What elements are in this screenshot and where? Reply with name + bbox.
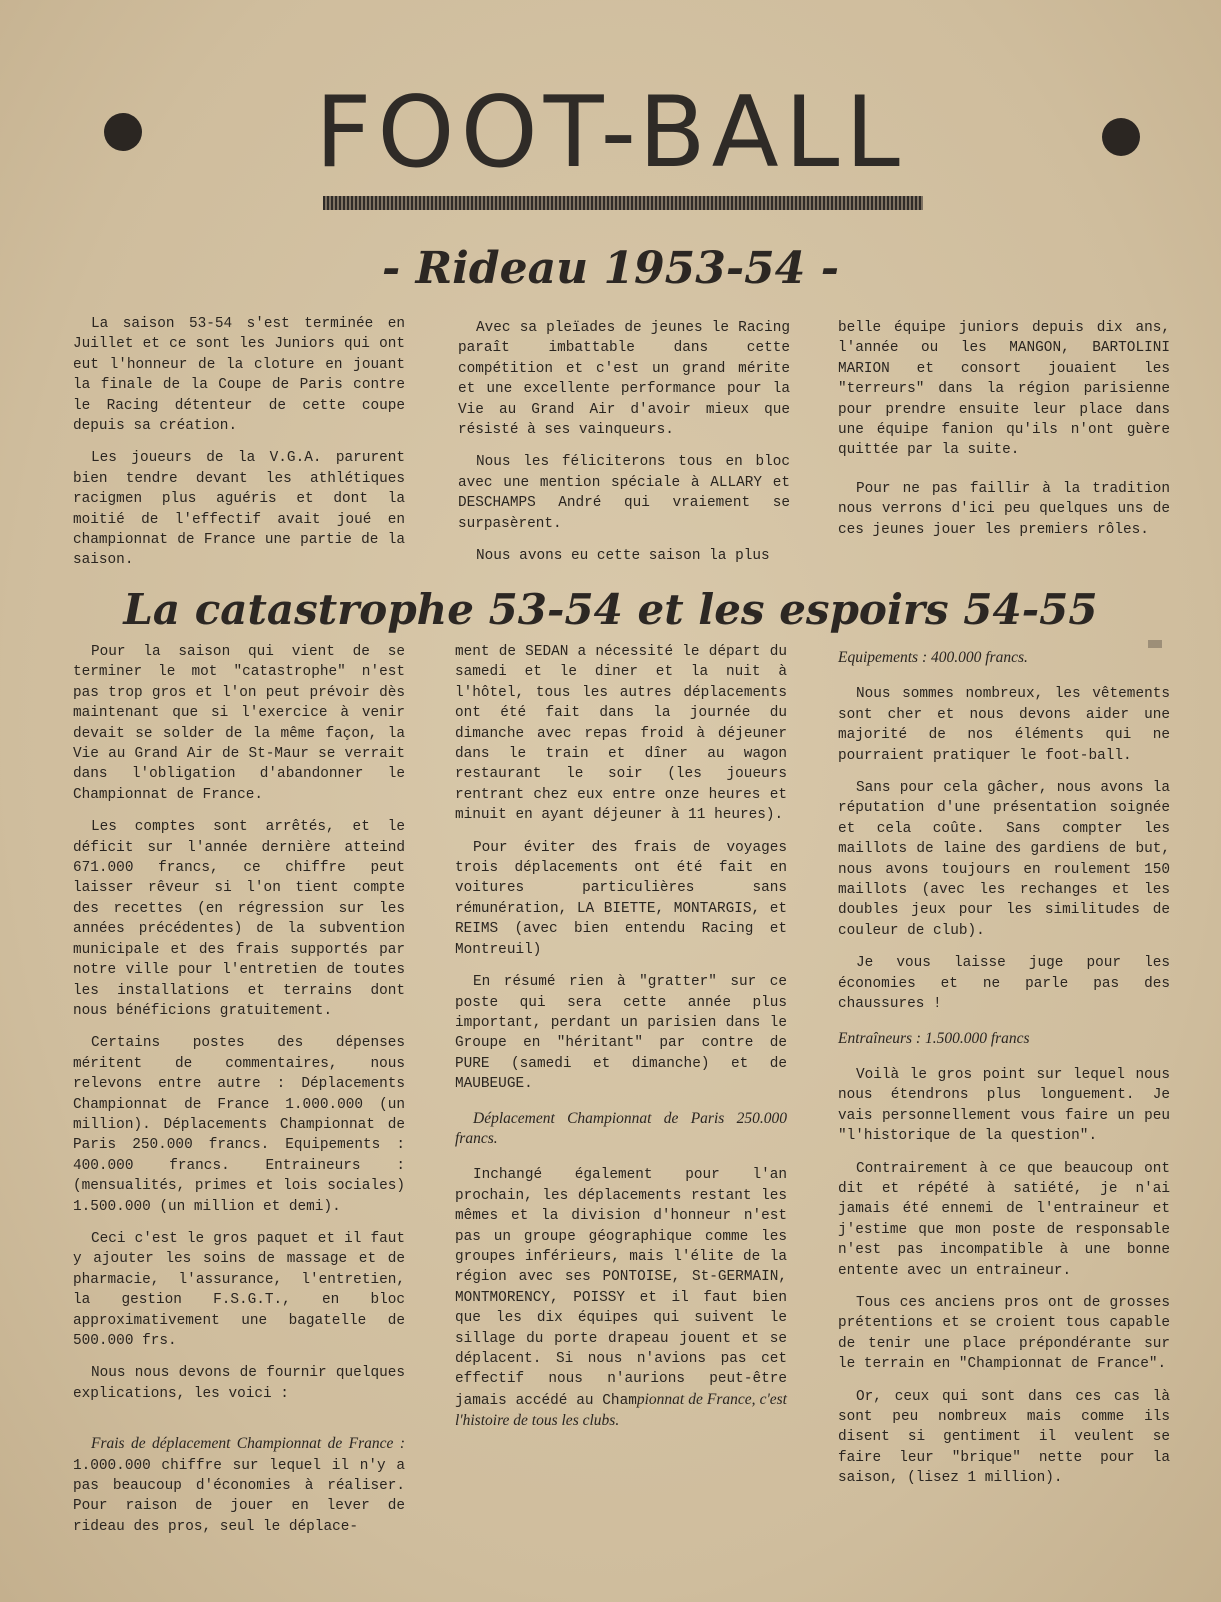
section1-column-2	[458, 318, 790, 578]
paragraph: En résumé rien à "gratter" sur ce poste qui sera cette année plus important, perdant un parisien dans le Groupe en "héritant" par contre de PURE (samedi et dimanche) et de MAUBEUGE.	[455, 974, 787, 1093]
section2-column-1	[73, 642, 405, 1549]
paragraph: Pour éviter des frais de voyages trois déplacements ont été fait en voitures particulières sans rémunération, LA BIETTE, MONTARGIS, et REIMS (avec bien entendu Racing et Montreuil)	[455, 839, 787, 958]
paragraph: Nous nous devons de fournir quelques explications, les voici :	[73, 1365, 405, 1402]
paragraph: Avec sa pleïades de jeunes le Racing paraît imbattable dans cette compétition et c'est un grand mérite et une excellente performance pour la Vie au Grand Air d'avoir mieux que résisté à ses vainqueurs.	[458, 320, 790, 439]
subheading-equipements: Equipements : 400.000 francs.	[838, 649, 1028, 666]
paragraph: Sans pour cela gâcher, nous avons la réputation d'une présentation soignée et cela coûte. Sans compter les maillots de laine des gardiens de but, nous avons toujours en roulement 150 maillots (avec les rechanges et les doubles jeux pour les similitudes de couleur de club).	[838, 780, 1170, 939]
paragraph: Or, ceux qui sont dans ces cas là sont peu nombreux mais comme ils disent si gentiment il veulent se faire leur "brique" nette pour la saison, (lisez 1 million).	[838, 1388, 1170, 1487]
section1-column-3	[838, 318, 1170, 552]
paragraph	[455, 1165, 787, 1432]
paragraph: Nous avons eu cette saison la plus	[476, 548, 770, 565]
paragraph: Nous sommes nombreux, les vêtements sont cher et nous devons aider une majorité de nos éléments qui ne pourraient pratiquer le foot-ball.	[838, 686, 1170, 764]
paragraph: Voilà le gros point sur lequel nous nous étendrons plus longuement. Je vais personnellement vous faire un peu "l'historique de la question".	[838, 1066, 1170, 1145]
italic-tail: pionnat de France, c'est l'histoire de tous les clubs.	[455, 1390, 787, 1430]
subheading-entraineurs: Entraîneurs : 1.500.000 francs	[838, 1029, 1030, 1047]
paragraph: Contrairement à ce que beaucoup ont dit et répété à satiété, je n'ai jamais été ennemi de l'entraineur et j'estime que mon poste de responsable n'est pas incompatible à une bonne entente avec un entraineur.	[838, 1160, 1170, 1279]
paragraph: Nous les féliciterons tous en bloc avec une mention spéciale à ALLARY et DESCHAMPS André qui vraiement se surpasèrent.	[458, 454, 790, 532]
section1-column-1	[73, 314, 405, 583]
paragraph: La saison 53-54 s'est terminée en Juillet et ce sont les Juniors qui ont eut l'honneur de la cloture en jouant la finale de la Coupe de Paris contre le Racing détenteur de cette coupe depuis sa création.	[73, 316, 405, 435]
paragraph: Les joueurs de la V.G.A. parurent bien tendre devant les athlétiques racigmen plus aguéris et dont la moitié de l'effectif avait joué en championnat de France une partie de la saison.	[73, 450, 405, 569]
section-title-catastrophe: La catastrophe 53-54 et les espoirs 54-55	[123, 585, 1098, 634]
masthead-rule	[323, 196, 923, 210]
section2-column-3	[838, 648, 1170, 1501]
paragraph: Tous ces anciens pros ont de grosses prétentions et se croient tous capable de tenir une place prépondérante sur le terrain en "Championnat de France".	[838, 1294, 1170, 1373]
section-title-rideau: - Rideau 1953-54 -	[382, 243, 839, 294]
paragraph-body: Inchangé également pour l'an prochain, les déplacements restant les mêmes et la division d'honneur n'est pas un groupe géographique comme les groupes inférieurs, mais l'élite de la région avec ses PONTOISE, St-GERMAIN, MONTMORENCY, POISSY et il faut bien que les dix équipes qui suivent le sillage du porte drapeau jouent et se déplacent. Si nous n'avions pas cet effectif nous n'aurions peut-être jamais accédé au Cham	[455, 1167, 787, 1409]
paragraph: ment de SEDAN a nécessité le départ du samedi et le diner et la nuit à l'hôtel, tous les autres déplacements ont été fait dans la journée du dimanche avec repas froid à déjeuner dans le train et dîner au wagon restaurant le soir (les joueurs rentrant chez eux entre onze heures et minuit en ayant déjeuner à 11 heures).	[455, 644, 787, 824]
paragraph: Pour la saison qui vient de se terminer le mot "catastrophe" n'est pas trop gros et l'on peut prévoir dès maintenant que si l'exercice à venir devait se solder de la même façon, la Vie au Grand Air de St-Maur se verrait dans l'obligation d'abandonner le Championnat de France.	[73, 644, 405, 803]
paragraph: belle équipe juniors depuis dix ans, l'année ou les MANGON, BARTOLINI MARION et consort jouaient les "terreurs" dans la région parisienne pour prendre ensuite leur place dans une équipe fanion qu'ils n'ont guère quittée par la suite.	[838, 320, 1170, 459]
section2-column-2	[455, 642, 787, 1445]
italic-lead: Frais de déplacement Championnat de France :	[91, 1435, 405, 1453]
subheading-paris: Déplacement Championnat de Paris 250.000 francs.	[455, 1109, 787, 1147]
paragraph	[73, 1434, 405, 1537]
paragraph: Ceci c'est le gros paquet et il faut y ajouter les soins de massage et de pharmacie, l'assurance, l'entretien, la gestion F.S.G.T., en bloc approximativement une bagatelle de 500.000 frs.	[73, 1230, 405, 1349]
paragraph: Pour ne pas faillir à la tradition nous verrons d'ici peu quelques uns de ces jeunes jouer les premiers rôles.	[838, 480, 1170, 538]
paragraph: Les comptes sont arrêtés, et le déficit sur l'année dernière atteind 671.000 francs, ce chiffre peut laisser rêveur si l'on tient compte des recettes (en régression sur les années précédentes) de la subvention municipale et des frais supportés par notre ville pour l'entretien de toutes les installations et terrains dont nous bénéficions gratuitement.	[73, 819, 405, 1019]
paragraph-tail: 1.000.000 chiffre sur lequel il n'y a pas beaucoup d'économies à réaliser. Pour raison de jouer en lever de rideau des pros, seul le déplace-	[73, 1457, 405, 1535]
print-mark	[1148, 640, 1162, 648]
paragraph: Certains postes des dépenses méritent de commentaires, nous relevons entre autre : Déplacements Championnat de France 1.000.000 (un million). Déplacements Championnat de Paris 250.000 francs. Equipements : 400.000 francs. Entraineurs : (mensualités, primes et lois sociales) 1.500.000 (un million et demi).	[73, 1035, 405, 1215]
paragraph: Je vous laisse juge pour les économies et ne parle pas des chaussures !	[838, 955, 1170, 1013]
masthead-title: FOOT-BALL	[315, 76, 906, 190]
